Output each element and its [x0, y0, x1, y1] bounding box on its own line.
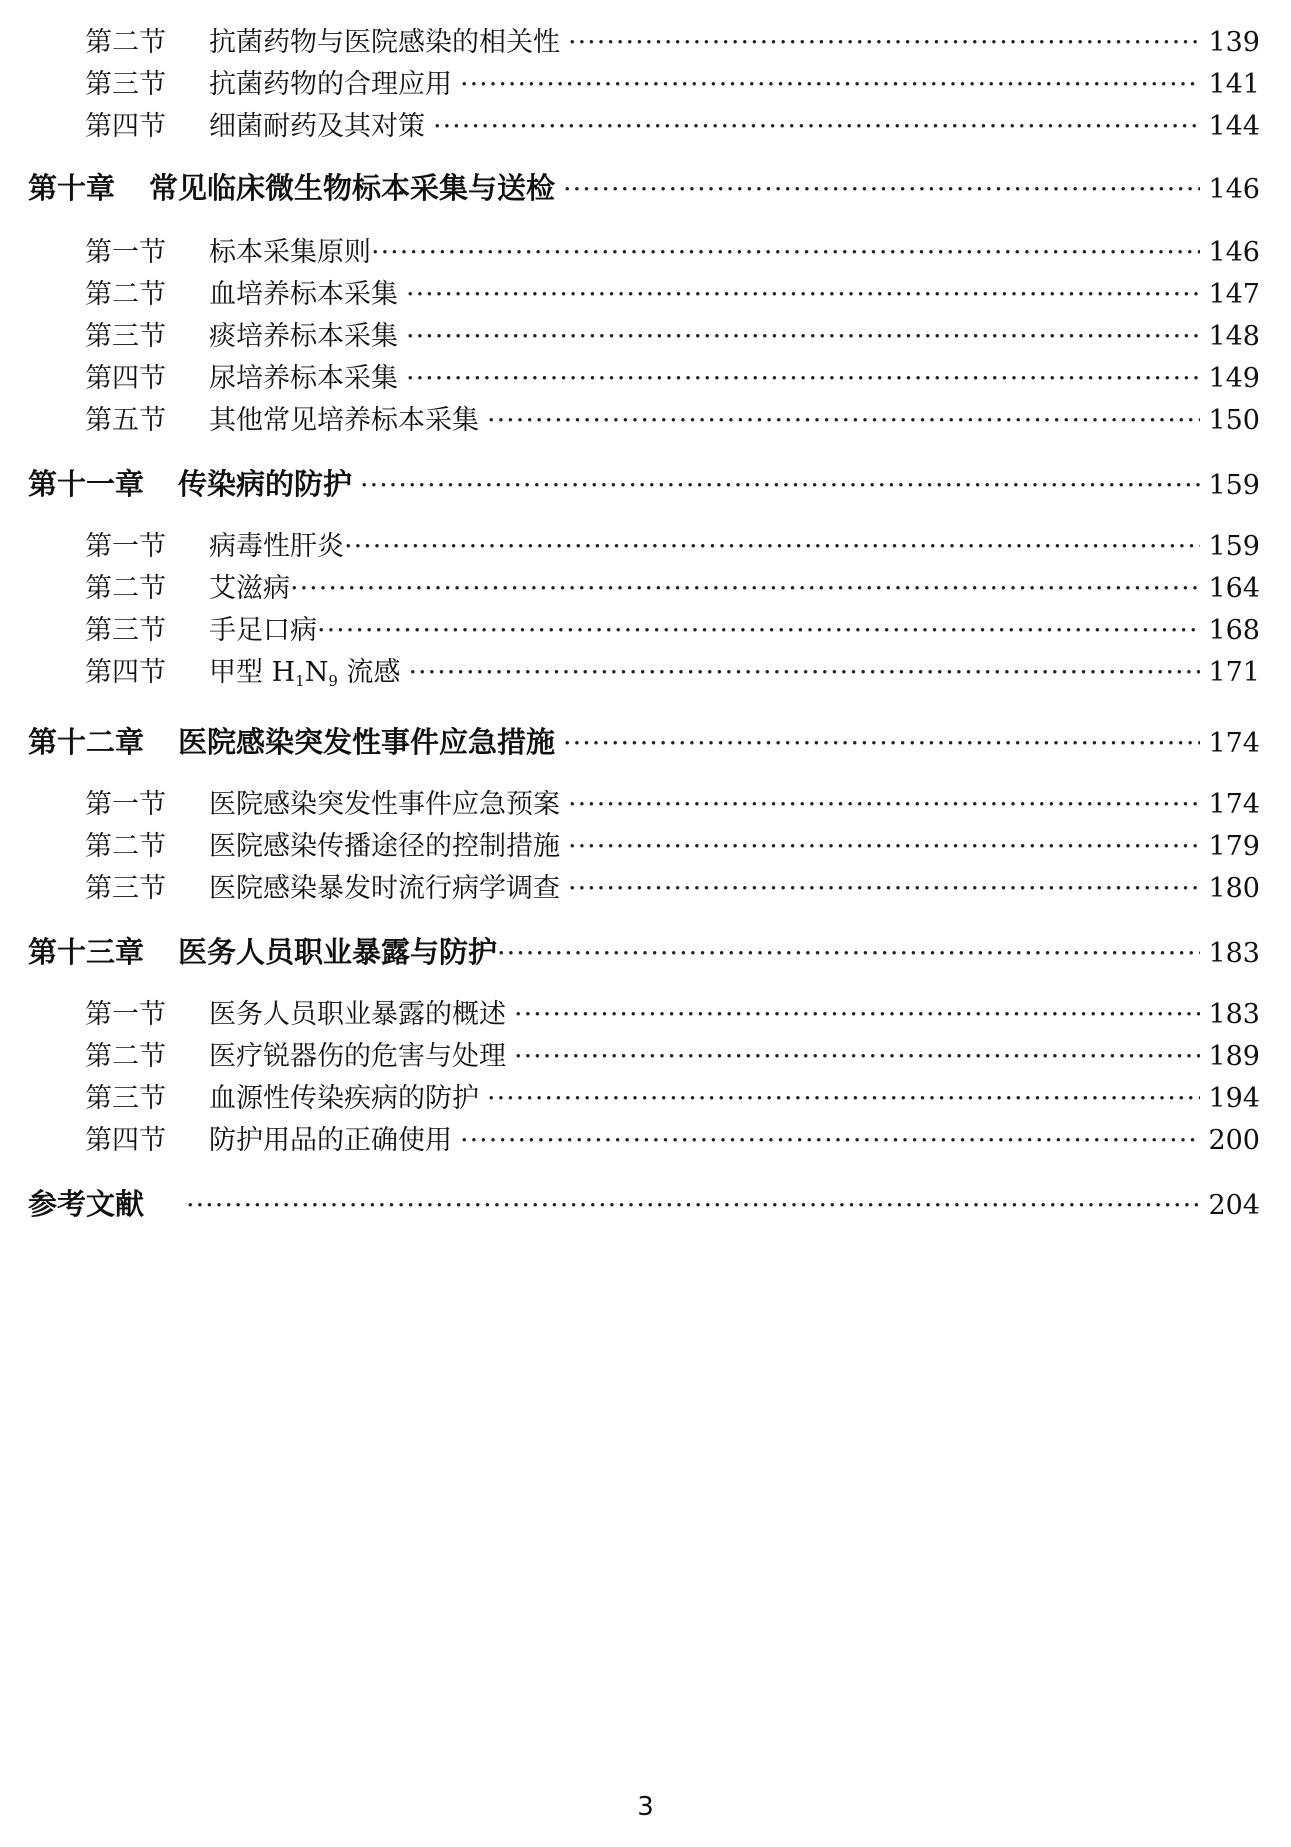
toc-entry[interactable]: [85, 1118, 1260, 1157]
section-title: [209, 650, 400, 690]
dot-leader: [563, 174, 1200, 205]
page-number: 149: [1208, 363, 1260, 394]
section-title: 病毒性肝炎: [209, 531, 344, 562]
chapter-number: 第十章: [28, 171, 116, 205]
page-number: 168: [1208, 615, 1260, 646]
dot-leader: [460, 69, 1200, 100]
section-number: 第二节: [85, 27, 166, 58]
section-title: 血源性传染疾病的防护: [209, 1083, 479, 1114]
dot-leader: [563, 728, 1200, 759]
toc-chapter-entry[interactable]: [28, 166, 1260, 207]
section-title: 抗菌药物与医院感染的相关性: [209, 27, 560, 58]
page-number: 146: [1208, 237, 1260, 268]
toc-entry[interactable]: [85, 866, 1260, 905]
page-number: 147: [1208, 279, 1260, 310]
section-number: 第四节: [85, 363, 166, 394]
chapter-number: 第十三章: [28, 935, 145, 969]
page-number: 141: [1208, 69, 1260, 100]
subscript: 1: [295, 672, 305, 690]
section-number: 第三节: [85, 873, 166, 904]
section-number: 第三节: [85, 321, 166, 352]
toc-entry[interactable]: [85, 608, 1260, 647]
section-title: 医院感染传播途径的控制措施: [209, 831, 560, 862]
section-title: 血培养标本采集: [209, 279, 398, 310]
section-title: 痰培养标本采集: [209, 321, 398, 352]
chapter-number: 第十一章: [28, 467, 145, 501]
section-title: 医务人员职业暴露的概述: [209, 999, 506, 1030]
dot-leader: [514, 1041, 1200, 1072]
dot-leader: [408, 657, 1200, 688]
section-number: 第二节: [85, 1041, 166, 1072]
dot-leader: [290, 573, 1200, 604]
toc-entry[interactable]: [85, 62, 1260, 101]
page-folio: 3: [637, 1792, 654, 1822]
page-number: 150: [1208, 405, 1260, 436]
dot-leader: [487, 405, 1200, 436]
toc-entry[interactable]: [85, 272, 1260, 311]
toc-entry[interactable]: [85, 1034, 1260, 1073]
toc-entry[interactable]: [85, 824, 1260, 863]
toc-entry[interactable]: [85, 314, 1260, 353]
chapter-title: 医院感染突发性事件应急措施: [178, 725, 556, 759]
dot-leader: [360, 470, 1200, 501]
section-title: 防护用品的正确使用: [209, 1125, 452, 1156]
dot-leader: [344, 531, 1200, 562]
page-number: 194: [1208, 1083, 1260, 1114]
dot-leader: [568, 27, 1200, 58]
dot-leader: [514, 999, 1200, 1030]
section-title: 标本采集原则: [209, 237, 371, 268]
section-title: 细菌耐药及其对策: [209, 111, 425, 142]
section-title: 医疗锐器伤的危害与处理: [209, 1041, 506, 1072]
page-number: 183: [1208, 999, 1260, 1030]
title-text: 流感: [337, 657, 401, 688]
section-number: 第五节: [85, 405, 166, 436]
toc-chapter-entry[interactable]: [28, 462, 1260, 503]
section-number: 第一节: [85, 789, 166, 820]
page-number: 139: [1208, 27, 1260, 58]
toc-entry[interactable]: [85, 1076, 1260, 1115]
page-number: 164: [1208, 573, 1260, 604]
section-title: 医院感染突发性事件应急预案: [209, 789, 560, 820]
chapter-title: 医务人员职业暴露与防护: [178, 935, 498, 969]
page-number: 180: [1208, 873, 1260, 904]
page-number: 204: [1208, 1190, 1260, 1221]
section-number: 第二节: [85, 831, 166, 862]
toc-entry[interactable]: [85, 782, 1260, 821]
dot-leader: [186, 1190, 1200, 1221]
toc-entry[interactable]: [85, 20, 1260, 59]
page-number: 174: [1208, 728, 1260, 759]
page-number: 148: [1208, 321, 1260, 352]
section-title: 医院感染暴发时流行病学调查: [209, 873, 560, 904]
page-number: 171: [1208, 657, 1260, 688]
page-number: 144: [1208, 111, 1260, 142]
page-number: 159: [1208, 531, 1260, 562]
section-number: 第四节: [85, 111, 166, 142]
section-number: 第一节: [85, 531, 166, 562]
toc-references-entry[interactable]: [28, 1182, 1260, 1223]
toc-entry[interactable]: [85, 356, 1260, 395]
section-title: 艾滋病: [209, 573, 290, 604]
page-number: 200: [1208, 1125, 1260, 1156]
dot-leader: [317, 615, 1200, 646]
toc-entry[interactable]: [85, 650, 1260, 690]
dot-leader: [406, 279, 1200, 310]
page-number: 159: [1208, 470, 1260, 501]
dot-leader: [568, 789, 1200, 820]
page-number: 189: [1208, 1041, 1260, 1072]
section-number: 第二节: [85, 279, 166, 310]
dot-leader: [371, 237, 1200, 268]
dot-leader: [487, 1083, 1200, 1114]
section-number: 第一节: [85, 237, 166, 268]
section-number: 第四节: [85, 1125, 166, 1156]
dot-leader: [433, 111, 1200, 142]
title-text: 甲型 H: [209, 657, 296, 688]
references-heading: 参考文献: [28, 1187, 145, 1221]
section-title: 抗菌药物的合理应用: [209, 69, 452, 100]
title-text: N: [304, 657, 329, 688]
page-number: 174: [1208, 789, 1260, 820]
toc-chapter-entry[interactable]: [28, 720, 1260, 761]
chapter-number: 第十二章: [28, 725, 145, 759]
section-number: 第三节: [85, 615, 166, 646]
dot-leader: [568, 873, 1200, 904]
section-number: 第四节: [85, 657, 166, 688]
section-number: 第三节: [85, 69, 166, 100]
toc-entry[interactable]: [85, 230, 1260, 269]
chapter-title: 传染病的防护: [178, 467, 353, 501]
section-number: 第三节: [85, 1083, 166, 1114]
section-title: 尿培养标本采集: [209, 363, 398, 394]
toc-chapter-entry[interactable]: [28, 930, 1260, 971]
toc-entry[interactable]: [85, 104, 1260, 143]
page-number: 146: [1208, 174, 1260, 205]
dot-leader: [406, 363, 1200, 394]
toc-entry[interactable]: [85, 566, 1260, 605]
page-number: 179: [1208, 831, 1260, 862]
dot-leader: [497, 938, 1200, 969]
subscript: 9: [328, 672, 338, 690]
section-title: 其他常见培养标本采集: [209, 405, 479, 436]
section-number: 第二节: [85, 573, 166, 604]
toc-entry[interactable]: [85, 524, 1260, 563]
page-number: 183: [1208, 938, 1260, 969]
toc-entry[interactable]: [85, 398, 1260, 437]
dot-leader: [460, 1125, 1200, 1156]
chapter-title: 常见临床微生物标本采集与送检: [149, 171, 556, 205]
dot-leader: [406, 321, 1200, 352]
section-title: 手足口病: [209, 615, 317, 646]
section-number: 第一节: [85, 999, 166, 1030]
toc-entry[interactable]: [85, 992, 1260, 1031]
dot-leader: [568, 831, 1200, 862]
